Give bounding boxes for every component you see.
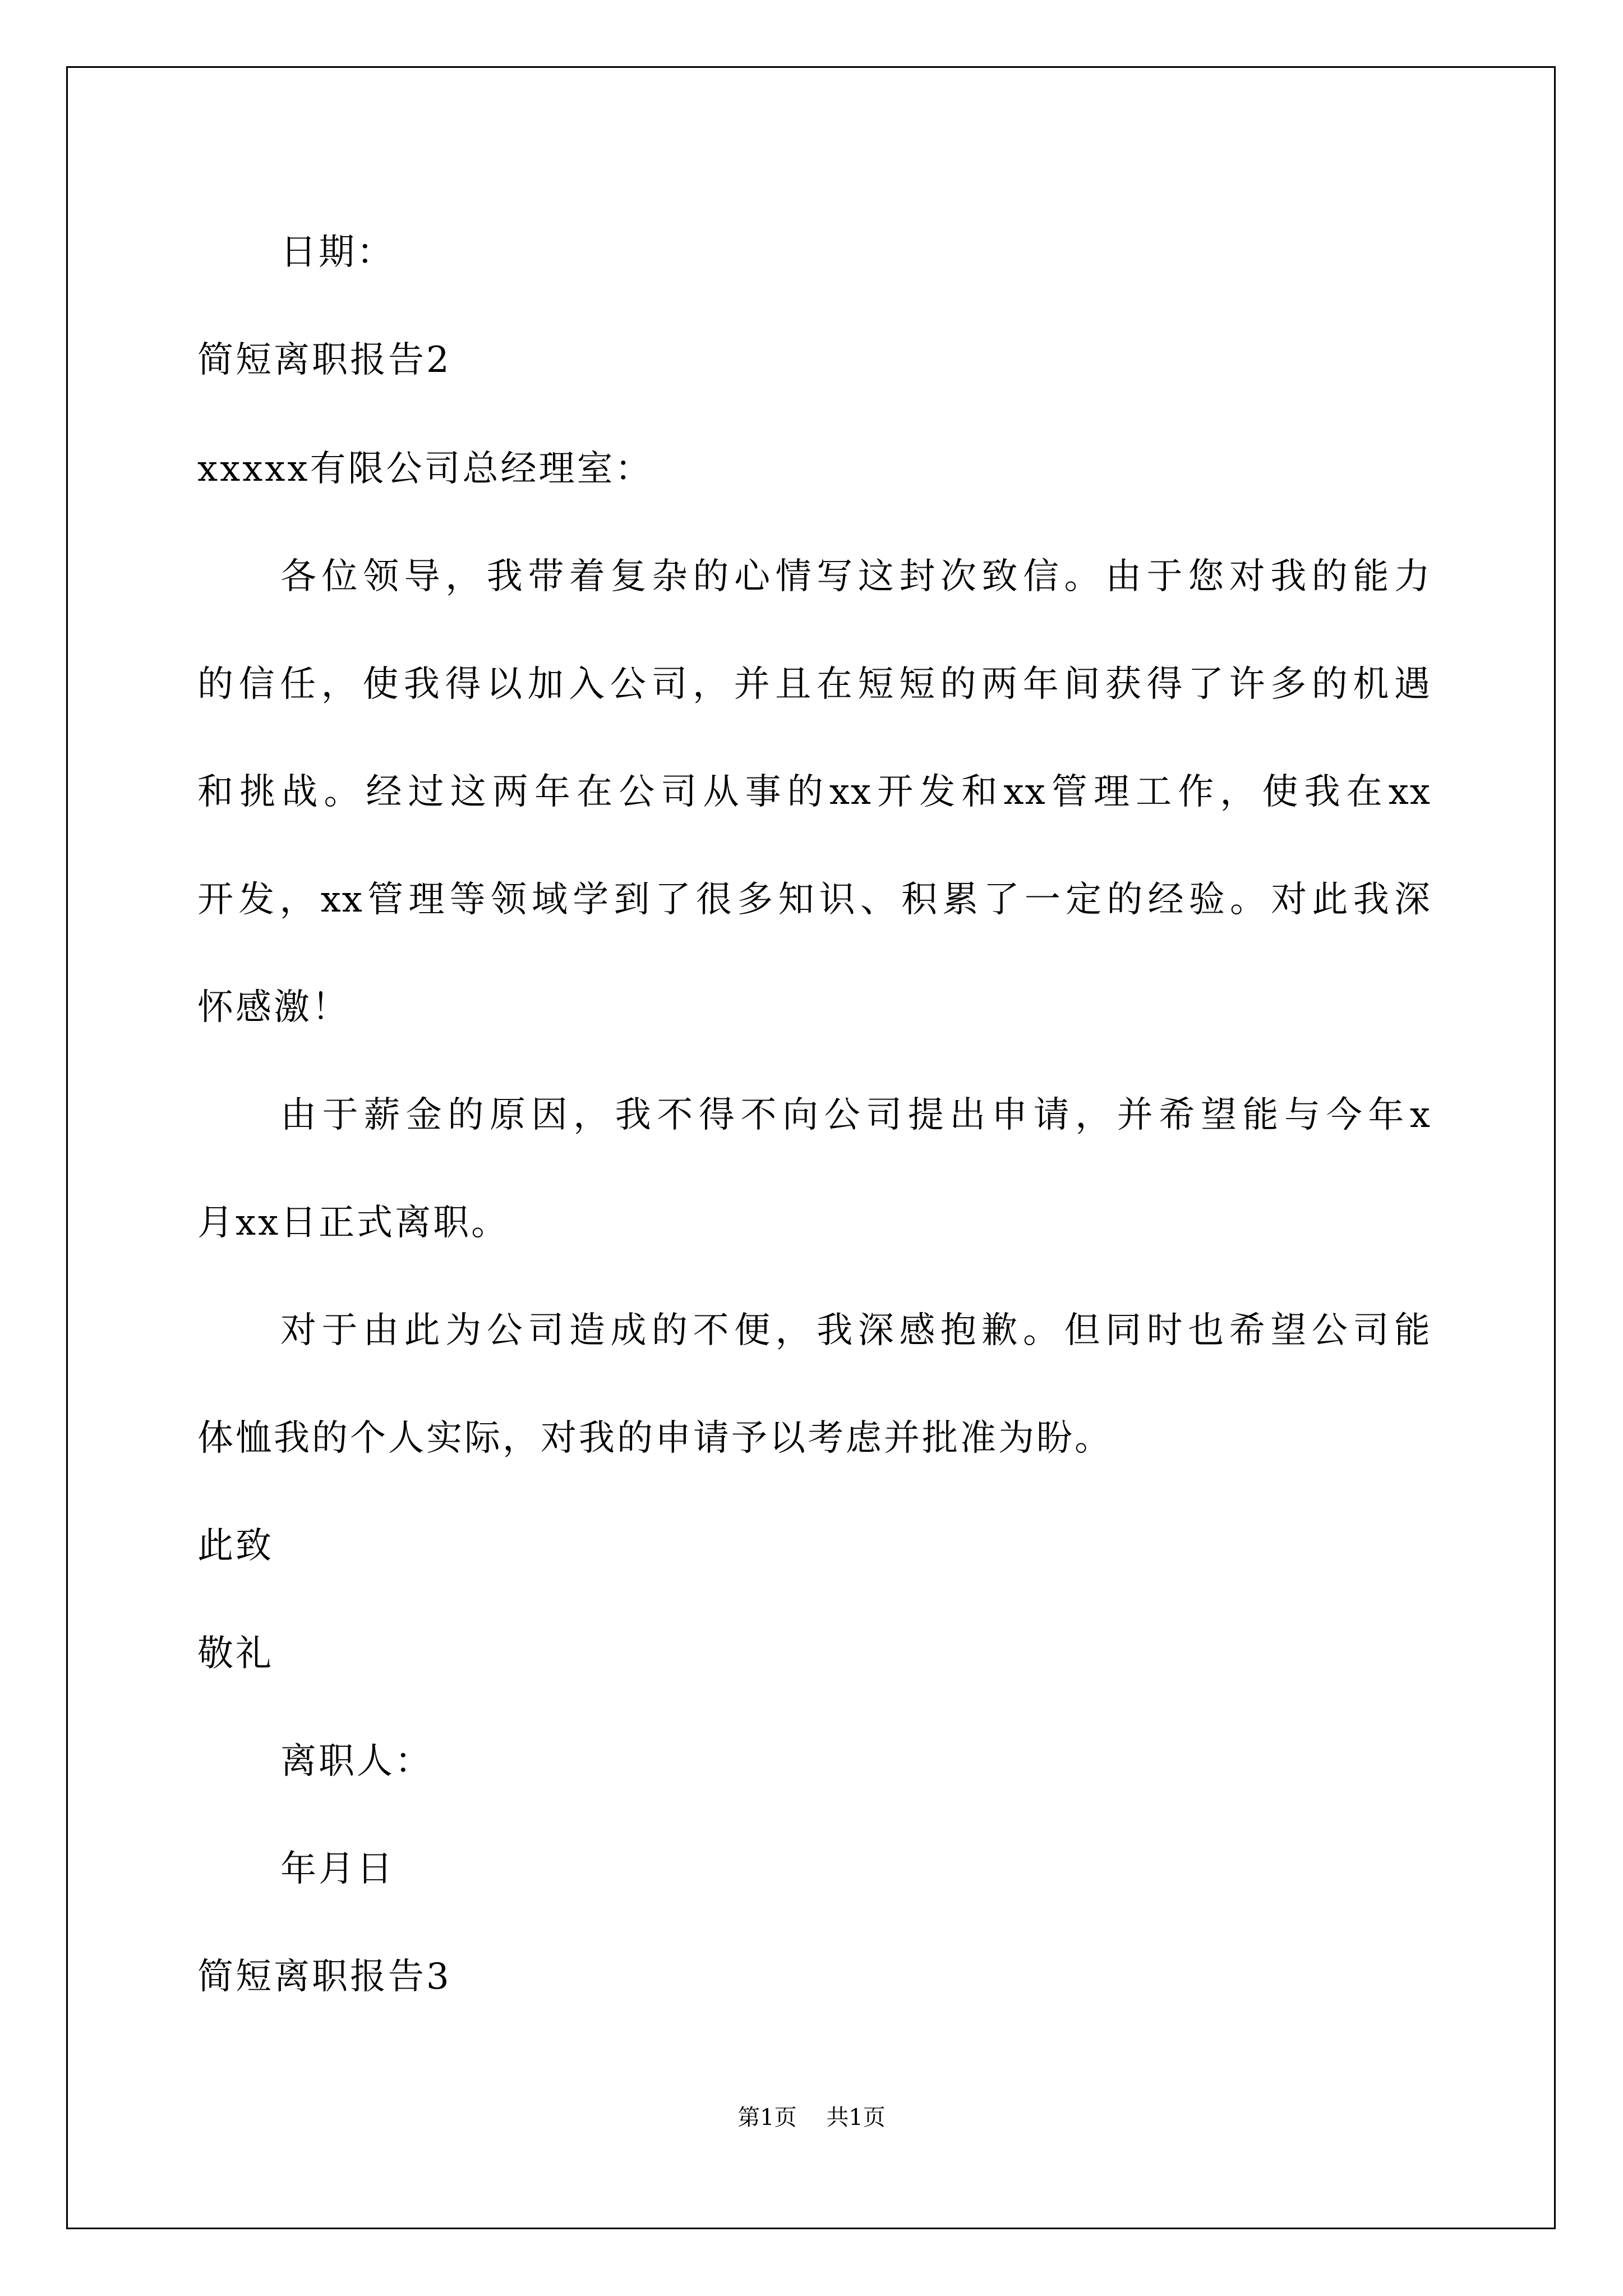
recipient-line: xxxxx有限公司总经理室： bbox=[197, 448, 653, 490]
paragraph1-line2: 的信任，使我得以加入公司，并且在短短的两年间获得了许多的机遇 bbox=[197, 664, 1431, 705]
paragraph1-line4: 开发，xx管理等领域学到了很多知识、积累了一定的经验。对此我深 bbox=[197, 879, 1431, 921]
section2-title: 简短离职报告2 bbox=[197, 339, 451, 381]
page-border bbox=[66, 66, 1556, 2229]
paragraph1-line5: 怀感激！ bbox=[197, 987, 350, 1028]
closing-jingli: 敬礼 bbox=[197, 1633, 274, 1674]
section3-title: 简短离职报告3 bbox=[197, 1956, 451, 1998]
paragraph1-line1: 各位领导，我带着复杂的心情写这封次致信。由于您对我的能力 bbox=[280, 556, 1431, 597]
date-line: 年月日 bbox=[280, 1848, 395, 1890]
page-number-total: 共1页 bbox=[826, 2105, 886, 2131]
paragraph1-line3: 和挑战。经过这两年在公司从事的xx开发和xx管理工作，使我在xx bbox=[197, 771, 1431, 813]
page-number-current: 第1页 bbox=[737, 2105, 797, 2131]
resigner-label: 离职人： bbox=[280, 1741, 433, 1782]
paragraph2-line2: 月xx日正式离职。 bbox=[197, 1202, 510, 1244]
paragraph3-line1: 对于由此为公司造成的不便，我深感抱歉。但同时也希望公司能 bbox=[280, 1310, 1431, 1351]
page-footer bbox=[0, 2104, 1623, 2132]
paragraph3-line2: 体恤我的个人实际，对我的申请予以考虑并批准为盼。 bbox=[197, 1418, 1113, 1459]
paragraph2-line1: 由于薪金的原因，我不得不向公司提出申请，并希望能与今年x bbox=[280, 1094, 1431, 1136]
date-label: 日期： bbox=[280, 232, 395, 273]
closing-cizhi: 此致 bbox=[197, 1525, 274, 1567]
